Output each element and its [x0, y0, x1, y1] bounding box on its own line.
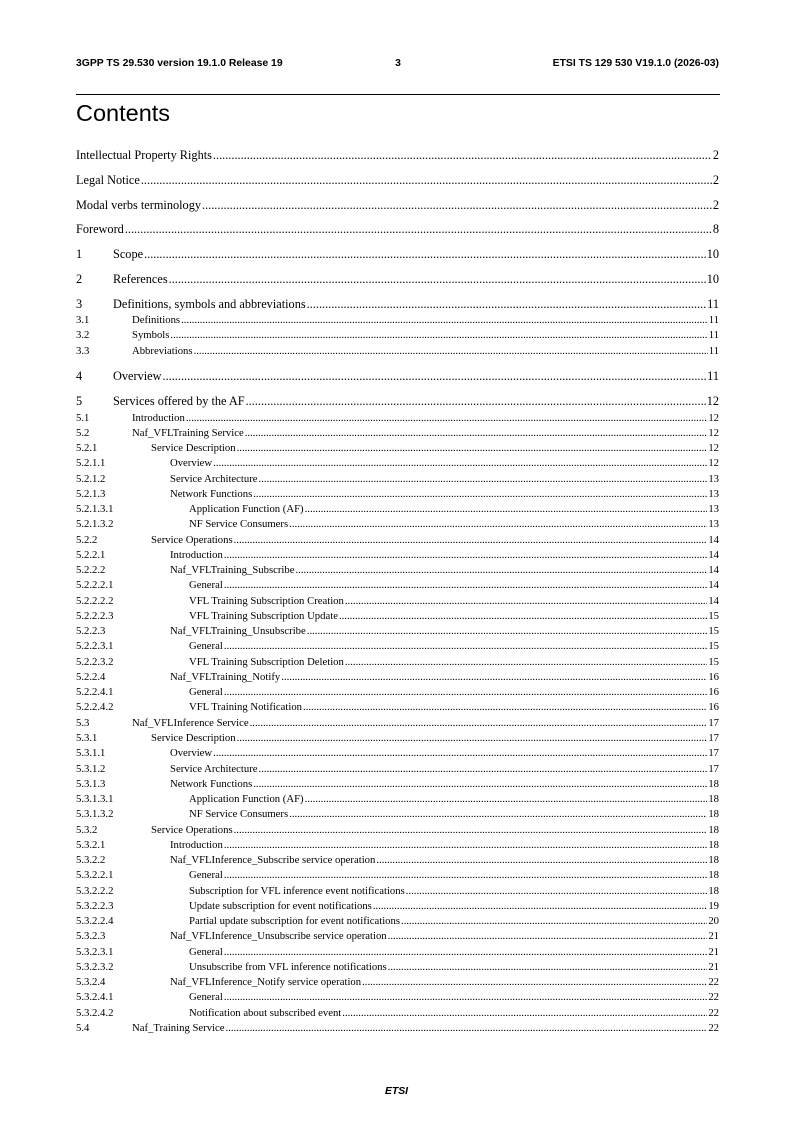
toc-entry-page: 15: [708, 655, 719, 668]
toc-entry[interactable]: [76, 747, 719, 761]
toc-dot-leader: [342, 1007, 707, 1019]
toc-entry[interactable]: [76, 247, 719, 263]
toc-entry[interactable]: [76, 976, 719, 990]
toc-entry-number: 5.3.2.4.1: [76, 991, 114, 1004]
toc-entry[interactable]: [76, 222, 719, 238]
toc-entry-page: 17: [708, 762, 719, 775]
toc-entry-number: 5.2.2.3: [76, 625, 106, 638]
toc-entry[interactable]: [76, 518, 719, 532]
toc-entry[interactable]: [76, 329, 719, 343]
toc-entry[interactable]: [76, 345, 719, 359]
toc-dot-leader: [388, 961, 708, 973]
toc-entry-title: VFL Training Subscription Creation: [189, 594, 344, 607]
toc-entry-page: 22: [708, 976, 719, 989]
toc-entry[interactable]: [76, 686, 719, 700]
toc-entry-title: General: [189, 869, 223, 882]
toc-entry[interactable]: [76, 808, 719, 822]
toc-dot-leader: [224, 839, 707, 851]
page-title: Contents: [76, 100, 171, 126]
toc-entry-page: 13: [708, 487, 719, 500]
toc-entry-title: Application Function (AF): [189, 793, 304, 806]
toc-entry-page: 18: [708, 793, 719, 806]
toc-entry[interactable]: [76, 656, 719, 670]
toc-entry-number: 5.2.1.3: [76, 487, 106, 500]
toc-entry-title: Naf_Training Service: [132, 1021, 225, 1034]
toc-entry-page: 10: [706, 272, 719, 286]
toc-dot-leader: [259, 763, 708, 775]
toc-entry-title: Service Architecture: [170, 762, 258, 775]
toc-entry-number: 5.2.2.2.3: [76, 609, 114, 622]
toc-entry-title: References: [113, 272, 168, 286]
toc-entry-title: NF Service Consumers: [189, 518, 289, 531]
toc-entry[interactable]: [76, 717, 719, 731]
toc-entry-page: 18: [708, 838, 719, 851]
toc-entry-title: Services offered by the AF: [113, 394, 245, 409]
toc-dot-leader: [170, 329, 707, 341]
toc-entry-page: 18: [708, 854, 719, 867]
toc-dot-leader: [237, 732, 708, 744]
toc-entry-number: 5.4: [76, 1021, 90, 1034]
toc-entry[interactable]: [76, 488, 719, 502]
toc-entry[interactable]: [76, 549, 719, 563]
toc-entry-number: 5.1: [76, 411, 90, 424]
toc-entry-page: 2: [712, 148, 719, 162]
toc-entry-title: Symbols: [132, 329, 170, 342]
toc-entry-number: 5.3.2.2.1: [76, 869, 114, 882]
toc-entry-number: 5.2.1.2: [76, 472, 106, 485]
toc-dot-leader: [234, 534, 708, 546]
toc-dot-leader: [125, 222, 712, 237]
toc-dot-leader: [406, 885, 708, 897]
toc-entry-number: 5.3.2.4.2: [76, 1006, 114, 1019]
toc-entry-page: 17: [708, 716, 719, 729]
toc-entry[interactable]: [76, 961, 719, 975]
toc-entry-number: 2: [76, 272, 83, 286]
toc-entry[interactable]: [76, 930, 719, 944]
toc-entry-number: 5.3.2.2: [76, 854, 106, 867]
toc-dot-leader: [345, 656, 707, 668]
toc-entry[interactable]: [76, 503, 719, 517]
toc-entry-page: 11: [707, 296, 719, 311]
toc-entry-title: Notification about subscribed event: [189, 1006, 342, 1019]
toc-dot-leader: [202, 198, 712, 213]
toc-entry[interactable]: [76, 900, 719, 914]
toc-entry-page: 17: [708, 731, 719, 744]
toc-entry-title: Naf_VFLTraining_Unsubscribe: [170, 625, 306, 638]
toc-entry-page: 19: [708, 899, 719, 912]
toc-dot-leader: [237, 442, 708, 454]
toc-entry-page: 14: [708, 594, 719, 607]
toc-entry-title: Definitions, symbols and abbreviations: [113, 296, 306, 311]
toc-entry-number: 5.3.2.4: [76, 976, 106, 989]
toc-entry-title: Introduction: [170, 838, 223, 851]
toc-entry-title: Service Description: [151, 442, 236, 455]
toc-dot-leader: [224, 686, 707, 698]
toc-entry-page: 13: [708, 503, 719, 516]
toc-entry-page: 16: [708, 701, 719, 714]
toc-entry-title: Overview: [170, 747, 213, 760]
toc-entry-title: Naf_VFLTraining_Notify: [170, 670, 281, 683]
toc-entry-title: VFL Training Subscription Deletion: [189, 655, 344, 668]
toc-entry-title: Introduction: [132, 411, 185, 424]
toc-entry-title: Unsubscribe from VFL inference notifications: [189, 960, 387, 973]
toc-entry[interactable]: [76, 763, 719, 777]
toc-entry-number: 3.1: [76, 314, 90, 327]
toc-entry[interactable]: [76, 1007, 719, 1021]
toc-entry-page: 18: [708, 823, 719, 836]
toc-entry-page: 15: [708, 625, 719, 638]
toc-dot-leader: [253, 778, 707, 790]
toc-entry-number: 5.3.1: [76, 731, 98, 744]
toc-dot-leader: [289, 808, 707, 820]
toc-entry-page: 12: [708, 442, 719, 455]
toc-entry-page: 10: [706, 247, 719, 262]
toc-dot-leader: [224, 549, 707, 561]
toc-dot-leader: [259, 473, 708, 485]
toc-dot-leader: [224, 640, 707, 652]
toc-entry-title: NF Service Consumers: [189, 808, 289, 821]
toc-entry-number: 5.2: [76, 426, 90, 439]
toc-entry-page: 21: [708, 945, 719, 958]
toc-dot-leader: [169, 272, 706, 287]
toc-dot-leader: [213, 148, 712, 163]
toc-entry-title: Overview: [113, 369, 162, 384]
toc-entry-title: Update subscription for event notifications: [189, 899, 372, 912]
toc-entry-page: 21: [708, 960, 719, 973]
toc-entry-page: 18: [708, 884, 719, 897]
page-header: 3GPP TS 29.530 version 19.1.0 Release 19 3 ETSI TS 129 530 V19.1.0 (2026-03): [76, 58, 719, 69]
toc-entry-page: 13: [708, 518, 719, 531]
toc-entry-title: Service Description: [151, 731, 236, 744]
toc-entry-number: 3.2: [76, 329, 90, 342]
toc-entry-number: 5.2.2.2.1: [76, 579, 114, 592]
toc-entry-page: 15: [708, 640, 719, 653]
toc-dot-leader: [345, 595, 707, 607]
toc-entry[interactable]: [76, 625, 719, 639]
toc-dot-leader: [296, 564, 708, 576]
toc-entry[interactable]: [76, 671, 719, 685]
toc-entry-title: Naf_VFLInference_Unsubscribe service operation: [170, 930, 387, 943]
toc-entry-number: 5.2.2.3.1: [76, 640, 114, 653]
toc-entry-title: Intellectual Property Rights: [76, 148, 212, 162]
toc-entry-page: 13: [708, 472, 719, 485]
toc-entry-page: 11: [708, 314, 719, 327]
toc-entry-number: 5.2.1.1: [76, 457, 106, 470]
toc-entry-page: 11: [708, 329, 719, 342]
toc-entry-page: 18: [708, 777, 719, 790]
toc-entry-number: 5.2.1.3.2: [76, 518, 114, 531]
toc-dot-leader: [234, 824, 708, 836]
toc-dot-leader: [305, 503, 708, 515]
toc-entry-number: 5.2.2.3.2: [76, 655, 114, 668]
toc-entry-title: Service Operations: [151, 823, 233, 836]
page-footer: ETSI: [384, 1086, 409, 1097]
toc-entry-title: Overview: [170, 457, 213, 470]
toc-entry[interactable]: [76, 297, 719, 313]
toc-entry-number: 5.3.1.3: [76, 777, 106, 790]
toc-entry-title: Modal verbs terminology: [76, 197, 201, 212]
toc-entry-number: 5.3.1.2: [76, 762, 106, 775]
toc-entry-number: 3: [76, 296, 83, 311]
toc-entry-title: Network Functions: [170, 487, 253, 500]
toc-dot-leader: [307, 625, 708, 637]
toc-entry-page: 16: [708, 686, 719, 699]
toc-entry[interactable]: [76, 839, 719, 853]
toc-entry[interactable]: [76, 640, 719, 654]
toc-dot-leader: [186, 412, 707, 424]
toc-dot-leader: [253, 488, 707, 500]
toc-entry[interactable]: [76, 854, 719, 868]
toc-entry-title: Naf_VFLInference_Subscribe service operation: [170, 854, 376, 867]
toc-entry[interactable]: [76, 793, 719, 807]
toc-entry-title: Naf_VFLInference_Notify service operation: [170, 976, 362, 989]
toc-entry-page: 11: [707, 369, 719, 384]
toc-entry[interactable]: [76, 412, 719, 426]
toc-entry-number: 5.2.2.4.1: [76, 686, 114, 699]
toc-entry-title: General: [189, 686, 223, 699]
toc-entry[interactable]: [76, 991, 719, 1005]
toc-entry[interactable]: [76, 442, 719, 456]
toc-entry[interactable]: [76, 869, 719, 883]
toc-dot-leader: [194, 345, 708, 357]
toc-entry-number: 5.3.2.3: [76, 930, 106, 943]
toc-entry-number: 3.3: [76, 344, 90, 357]
toc-entry-title: General: [189, 945, 223, 958]
toc-entry-page: 17: [708, 747, 719, 760]
toc-entry-page: 14: [708, 548, 719, 561]
toc-dot-leader: [401, 915, 707, 927]
toc-dot-leader: [144, 247, 706, 262]
toc-entry[interactable]: [76, 946, 719, 960]
toc-entry-number: 5.2.2: [76, 533, 98, 546]
toc-entry[interactable]: [76, 427, 719, 441]
toc-entry-number: 5.3.2.1: [76, 838, 106, 851]
toc-dot-leader: [373, 900, 707, 912]
toc-dot-leader: [303, 701, 707, 713]
toc-entry[interactable]: [76, 915, 719, 929]
toc-dot-leader: [305, 793, 708, 805]
toc-entry-title: VFL Training Subscription Update: [189, 609, 338, 622]
toc-entry[interactable]: [76, 824, 719, 838]
toc-entry-number: 5.2.2.2.2: [76, 594, 114, 607]
toc-entry-number: 5.2.1.3.1: [76, 503, 114, 516]
toc-entry-page: 12: [708, 457, 719, 470]
toc-entry-number: 5.3.2.2.4: [76, 915, 114, 928]
toc-dot-leader: [213, 747, 707, 759]
toc-entry[interactable]: [76, 579, 719, 593]
toc-entry-page: 20: [708, 915, 719, 928]
toc-entry-title: VFL Training Notification: [189, 701, 303, 714]
toc-entry-number: 5.3: [76, 716, 90, 729]
toc-entry[interactable]: [76, 610, 719, 624]
toc-entry-number: 5.3.1.1: [76, 747, 106, 760]
toc-entry-number: 5.2.2.2: [76, 564, 106, 577]
toc-entry-page: 12: [706, 394, 719, 409]
toc-entry-page: 2: [712, 197, 719, 212]
toc-entry-page: 14: [708, 533, 719, 546]
toc-dot-leader: [281, 671, 707, 683]
toc-entry-title: Application Function (AF): [189, 503, 304, 516]
toc-entry-page: 22: [708, 1006, 719, 1019]
toc-entry[interactable]: [76, 778, 719, 792]
toc-dot-leader: [226, 1022, 708, 1034]
toc-entry-title: General: [189, 640, 223, 653]
toc-entry-title: General: [189, 579, 223, 592]
toc-entry-number: 5.3.2.2.3: [76, 899, 114, 912]
header-spec-version: 3GPP TS 29.530 version 19.1.0 Release 19: [76, 58, 283, 69]
toc-entry-title: Scope: [113, 247, 144, 262]
toc-entry-page: 22: [708, 991, 719, 1004]
toc-entry-page: 18: [708, 869, 719, 882]
toc-entry[interactable]: [76, 885, 719, 899]
toc-entry[interactable]: [76, 595, 719, 609]
toc-entry-title: Naf_VFLInference Service: [132, 716, 249, 729]
toc-entry[interactable]: [76, 1022, 719, 1036]
toc-entry-page: 2: [712, 172, 719, 187]
toc-entry-page: 22: [708, 1021, 719, 1034]
toc-dot-leader: [224, 946, 707, 958]
toc-entry-page: 12: [708, 426, 719, 439]
toc-dot-leader: [224, 869, 707, 881]
toc-entry[interactable]: [76, 534, 719, 548]
toc-entry-page: 11: [708, 344, 719, 357]
toc-entry[interactable]: [76, 173, 719, 189]
toc-entry-title: Definitions: [132, 314, 181, 327]
toc-entry-number: 5.2.2.4.2: [76, 701, 114, 714]
toc-entry[interactable]: [76, 369, 719, 385]
toc-dot-leader: [339, 610, 707, 622]
toc-entry-title: Introduction: [170, 548, 223, 561]
toc-entry-title: Foreword: [76, 222, 124, 237]
toc-entry[interactable]: [76, 473, 719, 487]
toc-dot-leader: [213, 457, 707, 469]
toc-entry-title: General: [189, 991, 223, 1004]
toc-dot-leader: [245, 427, 708, 439]
toc-entry[interactable]: [76, 732, 719, 746]
toc-entry-page: 18: [708, 808, 719, 821]
toc-entry-title: Naf_VFLTraining_Subscribe: [170, 564, 295, 577]
toc-entry-page: 14: [708, 564, 719, 577]
toc-entry-number: 5: [76, 394, 83, 409]
toc-entry-number: 5.3.1.3.1: [76, 793, 114, 806]
toc-entry-page: 21: [708, 930, 719, 943]
toc-entry-number: 5.3.2.3.1: [76, 945, 114, 958]
toc-dot-leader: [181, 314, 708, 326]
toc-dot-leader: [224, 579, 707, 591]
toc-dot-leader: [289, 518, 707, 530]
toc-entry-title: Service Architecture: [170, 472, 258, 485]
toc-entry-number: 5.2.2.1: [76, 548, 106, 561]
toc-entry-number: 1: [76, 247, 83, 262]
toc-dot-leader: [376, 854, 707, 866]
toc-entry-page: 15: [708, 609, 719, 622]
toc-entry-number: 5.3.2.2.2: [76, 884, 114, 897]
toc-entry[interactable]: [76, 394, 719, 410]
toc-dot-leader: [163, 369, 707, 384]
header-etsi-reference: ETSI TS 129 530 V19.1.0 (2026-03): [552, 58, 719, 69]
toc-entry-page: 12: [708, 411, 719, 424]
toc-entry-title: Naf_VFLTraining Service: [132, 426, 244, 439]
toc-entry-number: 5.3.2.3.2: [76, 960, 114, 973]
toc-entry-number: 5.2.1: [76, 442, 98, 455]
toc-entry-number: 5.3.2: [76, 823, 98, 836]
toc-dot-leader: [224, 991, 707, 1003]
toc-dot-leader: [307, 297, 707, 312]
toc-dot-leader: [388, 930, 708, 942]
toc-entry[interactable]: [76, 148, 719, 164]
toc-dot-leader: [362, 976, 707, 988]
toc-entry[interactable]: [76, 198, 719, 214]
toc-entry-title: Abbreviations: [132, 344, 193, 357]
header-rule: [76, 94, 720, 95]
toc-entry-title: Service Operations: [151, 533, 233, 546]
toc-entry[interactable]: [76, 564, 719, 578]
toc-entry[interactable]: [76, 701, 719, 715]
toc-entry-number: 4: [76, 369, 83, 384]
toc-entry-number: 5.3.1.3.2: [76, 808, 114, 821]
toc-entry[interactable]: [76, 457, 719, 471]
toc-entry-title: Partial update subscription for event notifications: [189, 915, 401, 928]
toc-entry-title: Network Functions: [170, 777, 253, 790]
toc-entry[interactable]: [76, 314, 719, 328]
toc-entry-page: 16: [708, 670, 719, 683]
toc-entry-title: Legal Notice: [76, 172, 140, 187]
toc-dot-leader: [250, 717, 708, 729]
toc-dot-leader: [246, 394, 706, 409]
toc-entry-number: 5.2.2.4: [76, 670, 106, 683]
toc-entry-page: 14: [708, 579, 719, 592]
toc-entry-title: Subscription for VFL inference event notifications: [189, 884, 405, 897]
toc-entry-page: 8: [712, 222, 719, 237]
toc-entry[interactable]: [76, 272, 719, 288]
toc-dot-leader: [141, 173, 712, 188]
